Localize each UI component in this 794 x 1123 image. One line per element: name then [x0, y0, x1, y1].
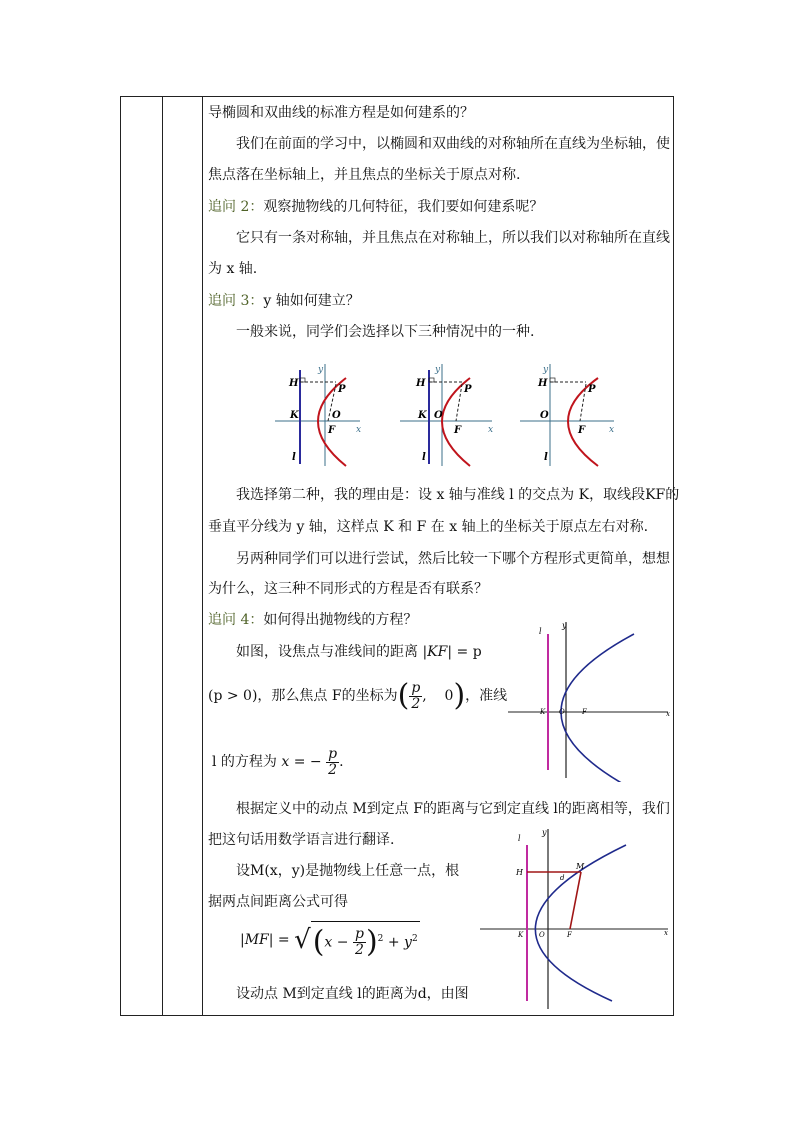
label-y: y: [543, 365, 549, 375]
question-2: [208, 198, 543, 216]
paragraph-5b: 垂直平分线为 y 轴，这样点 K 和 F 在 x 轴上的坐标关于原点左右对称.: [208, 519, 649, 535]
paragraph-5a: 我选择第二种，我的理由是：设 x 轴与准线 l 的交点为 K，取线段KF的: [236, 487, 680, 503]
paragraph-6a: 另两种同学们可以进行尝试，然后比较一下哪个方程形式更简单，想想: [236, 551, 670, 567]
three-cases-figure: [270, 356, 630, 471]
paragraph-3b: 为 x 轴.: [208, 261, 258, 277]
label-K: K: [518, 931, 524, 939]
column-divider-1: [162, 97, 163, 1015]
label-l: l: [518, 834, 521, 843]
label-K: K: [290, 410, 299, 421]
paragraph-3a: 它只有一条对称轴，并且焦点在对称轴上，所以我们以对称轴所在直线: [236, 230, 670, 246]
label-O: O: [540, 410, 549, 421]
distance-formula: |MF| = √(x − $\frac{p}{2}$ )$^2 + y^2$: [240, 920, 420, 960]
question-4-text: 如何得出抛物线的方程？: [263, 612, 418, 628]
paragraph-7a: 如图，设焦点与准线间的距离 |KF| = p: [236, 644, 482, 660]
label-x: x: [666, 710, 670, 718]
paragraph-9a: 设M(x，y)是抛物线上任意一点，根: [236, 863, 460, 879]
label-d: d: [560, 874, 565, 882]
case-1-diagram: [275, 364, 361, 466]
fraction-p-over-2-neg: $\frac{p}{2}$: [328, 745, 338, 778]
label-l: l: [422, 452, 426, 463]
paragraph-4: 一般来说，同学们会选择以下三种情况中的一种.: [236, 324, 535, 340]
label-x: x: [356, 425, 362, 435]
question-3-label: 追问 3：: [208, 293, 264, 309]
question-2-text: 观察抛物线的几何特征，我们要如何建系呢？: [263, 199, 544, 215]
column-divider-2: [202, 97, 203, 1015]
fraction-p-over-2: $\frac{p}{2}$: [411, 679, 421, 712]
label-H: H: [416, 378, 426, 389]
label-F: F: [454, 425, 462, 436]
paragraph-2a: 我们在前面的学习中，以椭圆和双曲线的对称轴所在直线为坐标轴，使: [236, 136, 670, 152]
paragraph-2b: 焦点落在坐标轴上，并且焦点的坐标关于原点对称.: [208, 167, 521, 183]
label-l: l: [544, 452, 548, 463]
label-K: K: [418, 410, 427, 421]
label-O: O: [332, 410, 341, 421]
paragraph-9b: 据两点间距离公式可得: [208, 894, 348, 910]
question-3: [208, 292, 360, 310]
label-M: M: [576, 862, 585, 871]
parabola-figure-2: [508, 620, 673, 782]
label-y: y: [318, 365, 324, 375]
label-x: x: [664, 929, 668, 937]
label-H: H: [538, 378, 548, 389]
label-O: O: [434, 410, 443, 421]
label-O: O: [559, 708, 565, 716]
label-H: H: [289, 378, 299, 389]
question-2-label: 追问 2：: [208, 199, 264, 215]
paragraph-7b: (p > 0)，那么焦点 F的坐标为( $\frac{p}{2}$ , 0)，准线: [208, 678, 508, 713]
label-F: F: [578, 425, 586, 436]
label-K: K: [540, 708, 546, 716]
label-P: P: [338, 384, 346, 395]
paragraph-8a: 根据定义中的动点 M到定点 F的距离与它到定直线 l的距离相等，我们: [236, 801, 670, 817]
paragraph-1: 导椭圆和双曲线的标准方程是如何建系的？: [208, 105, 474, 121]
label-y: y: [542, 828, 547, 837]
paragraph-6b: 为什么，这三种不同形式的方程是否有联系？: [208, 581, 488, 597]
label-x: x: [609, 425, 615, 435]
label-F: F: [582, 708, 587, 716]
paragraph-8b: 把这句话用数学语言进行翻译.: [208, 832, 395, 848]
parabola-curve: [561, 634, 634, 782]
label-x: x: [488, 425, 494, 435]
question-4-label: 追问 4：: [208, 612, 264, 628]
label-l: l: [539, 627, 542, 636]
case-2-diagram: [400, 364, 493, 466]
label-y: y: [435, 365, 441, 375]
segment-MF: [570, 872, 581, 929]
paragraph-7c: l 的方程为 x = − $\frac{p}{2}$ .: [212, 745, 344, 778]
label-y: y: [562, 621, 567, 630]
label-F: F: [328, 425, 336, 436]
label-F: F: [567, 931, 572, 939]
label-P: P: [588, 384, 596, 395]
paragraph-10: 设动点 M到定直线 l的距离为d，由图: [236, 986, 469, 1002]
question-3-text: y 轴如何建立？: [263, 293, 360, 309]
label-H: H: [516, 868, 523, 877]
label-P: P: [464, 384, 472, 395]
parabola-figure-3: [480, 825, 672, 1013]
label-l: l: [292, 452, 296, 463]
case-3-diagram: [520, 364, 614, 466]
question-4: [208, 611, 417, 629]
label-O: O: [539, 931, 545, 939]
